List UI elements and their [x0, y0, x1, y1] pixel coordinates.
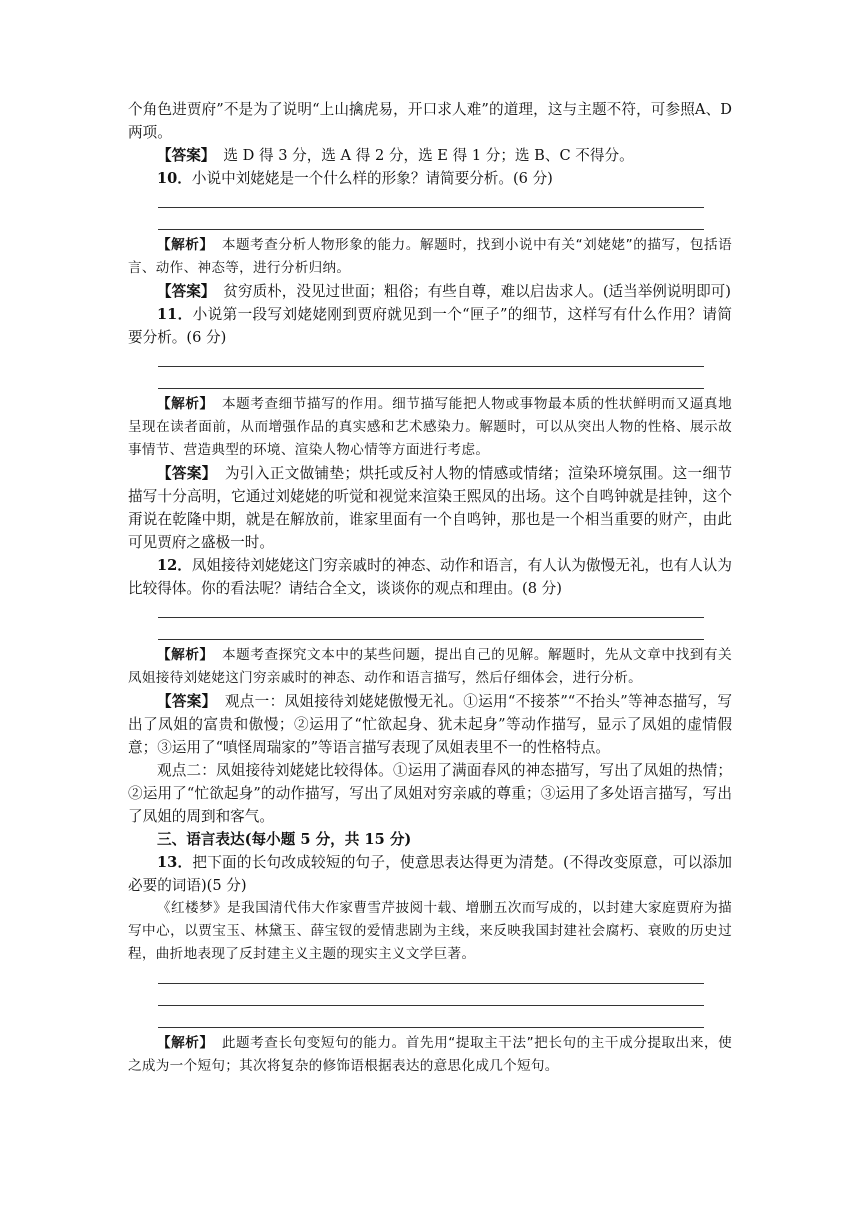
analysis-12 [128, 644, 732, 690]
answer-11 [128, 462, 732, 554]
question-number: 11． [157, 306, 193, 323]
answer-label: 【答案】 [157, 465, 217, 482]
analysis-label: 【解析】 [157, 237, 214, 253]
question-13 [128, 851, 732, 897]
answer-10 [128, 280, 732, 303]
explanation-continued: 个角色进贾府”不是为了说明“上山擒虎易，开口求人难”的道理，这与主题不符，可参照A、D两项。 [128, 101, 732, 141]
answer-text: 贫穷质朴，没见过世面；粗俗；有些自尊，难以启齿求人。(适当举例说明即可) [223, 283, 731, 300]
answer-label: 【答案】 [157, 147, 216, 164]
analysis-label: 【解析】 [157, 396, 214, 412]
question-text: 凤姐接待刘姥姥这门穷亲戚时的神态、动作和语言，有人认为傲慢无礼，也有人认为比较得体。你的看法呢？请结合全文，谈谈你的观点和理由。(8 分) [128, 557, 732, 597]
section-heading: 三、语言表达(每小题 5 分，共 15 分) [157, 831, 412, 848]
answer-line [128, 600, 732, 622]
analysis-text: 此题考查长句变短句的能力。首先用“提取主干法”把长句的主干成分提取出来，使之成为一个短句；其次将复杂的修饰语根据表达的意思化成几个短句。 [128, 1035, 733, 1074]
question-number: 13． [157, 854, 193, 871]
question-number: 10． [157, 170, 192, 187]
answer-text: 选 D 得 3 分，选 A 得 2 分，选 E 得 1 分；选 B、C 不得分。 [223, 147, 634, 164]
answer-12-view-two: 观点二：凤姐接待刘姥姥比较得体。①运用了满面春风的神态描写，写出了凤姐的热情；②运用了“忙欲起身”的动作描写，写出了凤姐对穷亲戚的尊重；③运用了多处语言描写，写出了凤姐的周到和客气。 [128, 762, 732, 825]
question-11 [128, 303, 732, 349]
answer-9 [128, 144, 732, 167]
question-number: 12． [157, 557, 192, 574]
answer-label: 【答案】 [157, 693, 217, 710]
answer-line [128, 966, 732, 988]
analysis-10 [128, 234, 732, 280]
answer-line [128, 349, 732, 371]
answer-text: 为引入正文做铺垫；烘托或反衬人物的情感或情绪；渲染环境氛围。这一细节描写十分高明，它通过刘姥姥的听觉和视觉来渲染王熙凤的出场。这个自鸣钟就是挂钟，这个甭说在乾隆中期，就是在解放前，谁家里面有一个自鸣钟，那也是一个相当重要的财产，由此可见贾府之盛极一时。 [128, 465, 732, 551]
answer-label: 【答案】 [157, 283, 216, 300]
analysis-label: 【解析】 [157, 647, 214, 663]
analysis-text: 本题考查探究文本中的某些问题，提出自己的见解。解题时，先从文章中找到有关凤姐接待刘姥姥这门穷亲戚时的神态、动作和语言描写，然后仔细体会，进行分析。 [128, 647, 732, 686]
answer-text: 观点一：凤姐接待刘姥姥傲慢无礼。①运用“不接茶”“不抬头”等神态描写，写出了凤姐的富贵和傲慢；②运用了“忙欲起身、犹未起身”等动作描写，显示了凤姐的虚情假意；③运用了“嗔怪周瑞家的”等语言描写表现了凤姐表里不一的性格特点。 [128, 693, 732, 756]
question-13-passage: 《红楼梦》是我国清代伟大作家曹雪芹披阅十载、增删五次而写成的，以封建大家庭贾府为描写中心，以贾宝玉、林黛玉、薛宝钗的爱情悲剧为主线，来反映我国封建社会腐朽、衰败的历史过程，曲折地表现了反封建主义主题的现实主义文学巨著。 [128, 900, 732, 962]
question-text: 小说中刘姥姥是一个什么样的形象？请简要分析。(6 分) [191, 170, 553, 187]
question-text: 小说第一段写刘姥姥刚到贾府就见到一个“匣子”的细节，这样写有什么作用？请简要分析。(6 分) [128, 306, 732, 346]
document-page [128, 98, 732, 1078]
question-text: 把下面的长句改成较短的句子，使意思表达得更为清楚。(不得改变原意，可以添加必要的词语)(5 分) [128, 854, 733, 894]
question-10 [128, 167, 732, 190]
question-12 [128, 554, 732, 600]
answer-12 [128, 690, 732, 759]
analysis-text: 本题考查细节描写的作用。细节描写能把人物或事物最本质的性状鲜明而又逼真地呈现在读者面前，从而增强作品的真实感和艺术感染力。解题时，可以从突出人物的性格、展示故事情节、营造典型的环境、渲染人物心情等方面进行考虑。 [128, 396, 732, 458]
analysis-11 [128, 393, 732, 462]
analysis-text: 本题考查分析人物形象的能力。解题时，找到小说中有关“刘姥姥”的描写，包括语言、动作、神态等，进行分析归纳。 [128, 237, 733, 276]
answer-line [128, 212, 732, 234]
answer-line [128, 1010, 732, 1032]
analysis-label: 【解析】 [157, 1035, 214, 1051]
answer-line [128, 622, 732, 644]
answer-line [128, 190, 732, 212]
answer-line [128, 988, 732, 1010]
analysis-13 [128, 1032, 732, 1078]
answer-line [128, 371, 732, 393]
